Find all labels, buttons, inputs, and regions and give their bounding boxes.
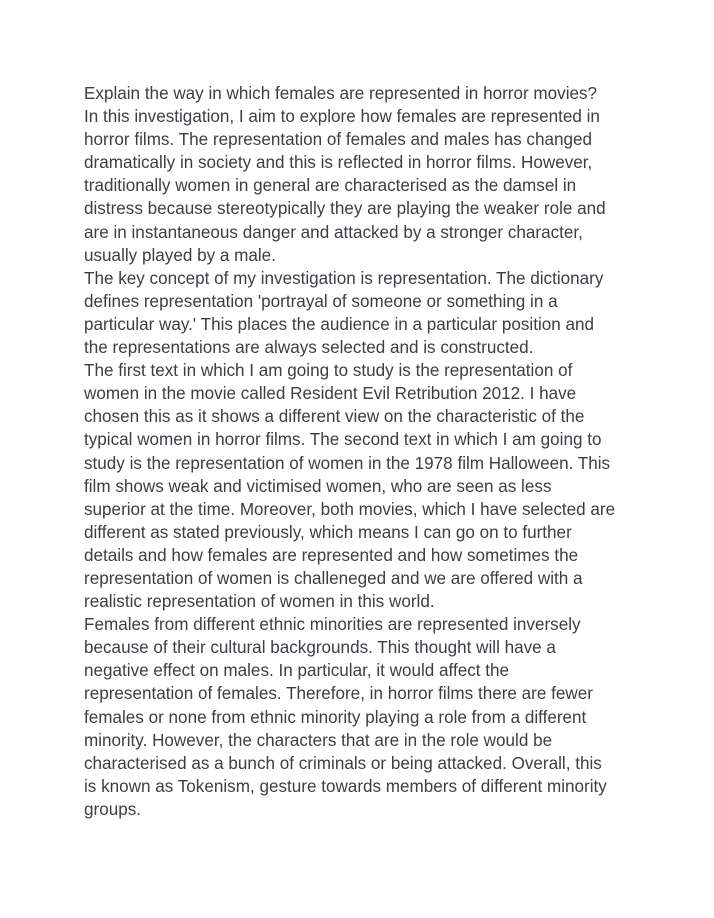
text-line: distress because stereotypically they are playing the weaker role and <box>84 199 606 219</box>
text-line: groups. <box>84 799 142 819</box>
text-line: minority. However, the characters that are in the role would be <box>84 730 553 750</box>
text-line: details and how females are represented and how sometimes the <box>84 545 579 565</box>
text-line: dramatically in society and this is reflected in horror films. However, <box>84 153 593 173</box>
text-line: different as stated previously, which means I can go on to further <box>84 522 572 542</box>
text-line: the representations are always selected and is constructed. <box>84 338 534 358</box>
text-line: typical women in horror films. The second text in which I am going to <box>84 430 602 450</box>
text-line: are in instantaneous danger and attacked by a stronger character, <box>84 222 583 242</box>
text-line: Females from different ethnic minorities are represented inversely <box>84 615 581 635</box>
text-line: representation of females. Therefore, in horror films there are fewer <box>84 684 593 704</box>
text-line: film shows weak and victimised women, who are seen as less <box>84 476 552 496</box>
text-line: representation of women is challeneged and we are offered with a <box>84 568 583 588</box>
text-line: realistic representation of women in this world. <box>84 592 435 612</box>
text-line: chosen this as it shows a different view on the characteristic of the <box>84 407 585 427</box>
document-body <box>84 82 644 821</box>
text-line: particular way.' This places the audience in a particular position and <box>84 314 595 334</box>
text-line: negative effect on males. In particular, it would affect the <box>84 661 510 681</box>
text-line: usually played by a male. <box>84 245 276 265</box>
text-line: Explain the way in which females are represented in horror movies? <box>84 84 598 103</box>
text-line: is known as Tokenism, gesture towards members of different minority <box>84 776 607 796</box>
text-line: because of their cultural backgrounds. This thought will have a <box>84 638 556 658</box>
text-line: characterised as a bunch of criminals or being attacked. Overall, this <box>84 753 602 773</box>
text-line: study is the representation of women in the 1978 film Halloween. This <box>84 453 611 473</box>
text-line: females or none from ethnic minority playing a role from a different <box>84 707 587 727</box>
text-line: The key concept of my investigation is representation. The dictionary <box>84 268 604 288</box>
text-line: The first text in which I am going to study is the representation of <box>84 361 573 381</box>
text-line: women in the movie called Resident Evil Retribution 2012. I have <box>84 384 577 404</box>
text-line: defines representation 'portrayal of someone or something in a <box>84 291 558 311</box>
text-line: In this investigation, I aim to explore how females are represented in <box>84 107 600 127</box>
text-line: horror films. The representation of females and males has changed <box>84 130 593 150</box>
text-line: traditionally women in general are characterised as the damsel in <box>84 176 577 196</box>
text-line: superior at the time. Moreover, both movies, which I have selected are <box>84 499 616 519</box>
